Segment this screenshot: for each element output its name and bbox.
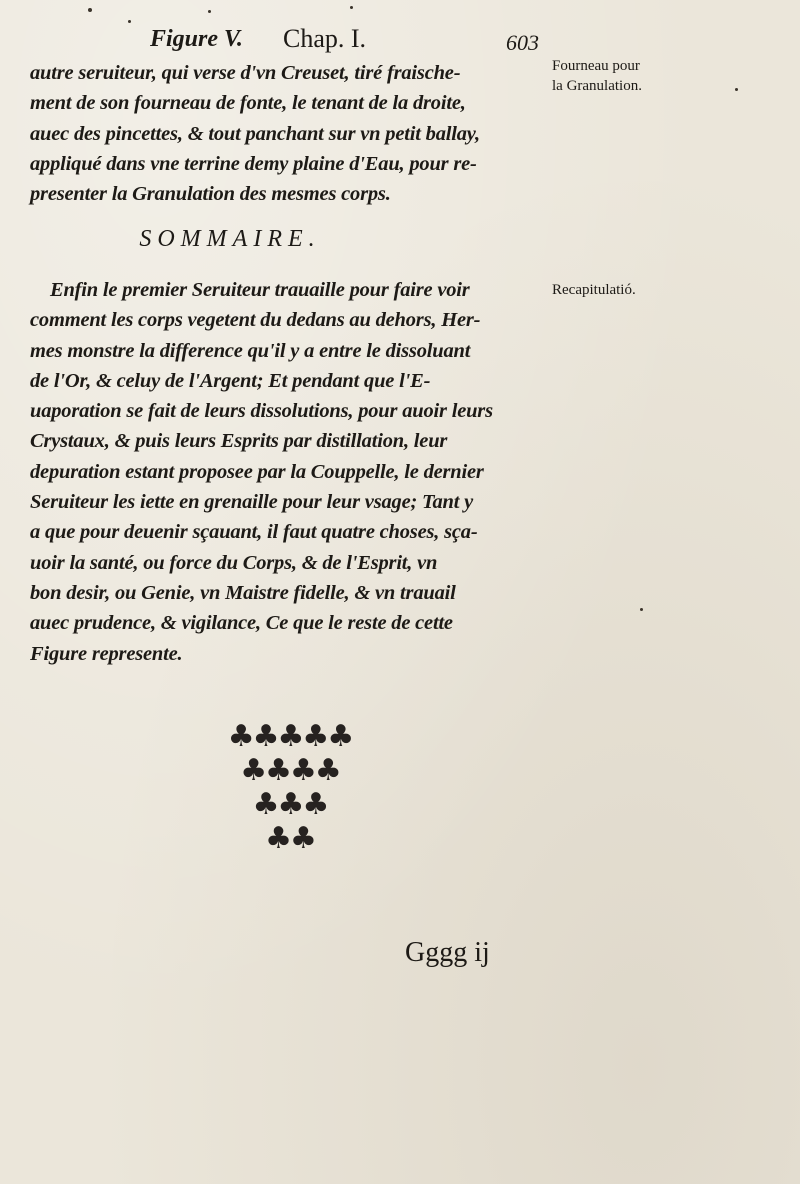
- text-line: Seruiteur les iette en grenaille pour leur vsage; Tant y: [30, 491, 474, 514]
- margin-note-line: la Granulation.: [552, 78, 642, 94]
- paragraph-summary: [30, 275, 548, 669]
- text-line: a que pour deuenir sçauant, il faut quatre choses, sça-: [30, 521, 478, 544]
- text-line: comment les corps vegetent du dedans au dehors, Her-: [30, 309, 481, 332]
- ink-speck: [350, 6, 353, 9]
- margin-note-recapitulation: Recapitulatió.: [552, 282, 636, 298]
- text-line: auec prudence, & vigilance, Ce que le reste de cette: [30, 612, 453, 635]
- text-line: appliqué dans vne terrine demy plaine d'Eau, pour re-: [30, 152, 477, 175]
- figure-label: Figure V.: [150, 26, 243, 52]
- page-number: 603: [506, 30, 539, 55]
- margin-note-line: Fourneau pour: [552, 58, 640, 74]
- text-line: uaporation se fait de leurs dissolutions, pour auoir leurs: [30, 400, 493, 423]
- margin-note-granulation: [552, 56, 692, 96]
- text-line: mes monstre la difference qu'il y a entre le dissoluant: [30, 339, 471, 362]
- text-line: ment de son fourneau de fonte, le tenant de la droite,: [30, 92, 466, 115]
- ornament-row: ♣♣♣: [252, 787, 328, 822]
- paragraph-figure-description: [30, 58, 548, 209]
- ink-speck: [735, 88, 738, 91]
- text-line: presenter la Granulation des mesmes corps.: [30, 183, 391, 206]
- signature-mark: Gggg ij: [405, 937, 490, 968]
- ornament-row: ♣♣: [265, 821, 315, 856]
- ink-speck: [128, 20, 131, 23]
- text-line: auec des pincettes, & tout panchant sur vn petit ballay,: [30, 122, 480, 145]
- text-line: depuration estant proposee par la Couppelle, le dernier: [30, 460, 484, 483]
- fleuron-ornament: [0, 720, 580, 856]
- text-line: de l'Or, & celuy de l'Argent; Et pendant que l'E-: [30, 369, 431, 392]
- text-line: Crystaux, & puis leurs Esprits par distillation, leur: [30, 430, 448, 453]
- ornament-row: ♣♣♣♣: [240, 753, 340, 788]
- ornament-row: ♣♣♣♣♣: [227, 719, 353, 754]
- ink-speck: [208, 10, 211, 13]
- text-line: uoir la santé, ou force du Corps, & de l'Esprit, vn: [30, 551, 438, 574]
- text-line: Enfin le premier Seruiteur trauaille pour faire voir: [50, 279, 470, 301]
- text-line: Figure represente.: [30, 642, 183, 665]
- section-title: SOMMAIRE.: [139, 226, 321, 252]
- text-line: autre seruiteur, qui verse d'vn Creuset, tiré fraische-: [30, 62, 461, 84]
- chapter-label: Chap. I.: [283, 24, 367, 53]
- text-line: bon desir, ou Genie, vn Maistre fidelle, & vn trauail: [30, 581, 456, 604]
- ink-speck: [88, 8, 92, 12]
- ink-speck: [640, 608, 643, 611]
